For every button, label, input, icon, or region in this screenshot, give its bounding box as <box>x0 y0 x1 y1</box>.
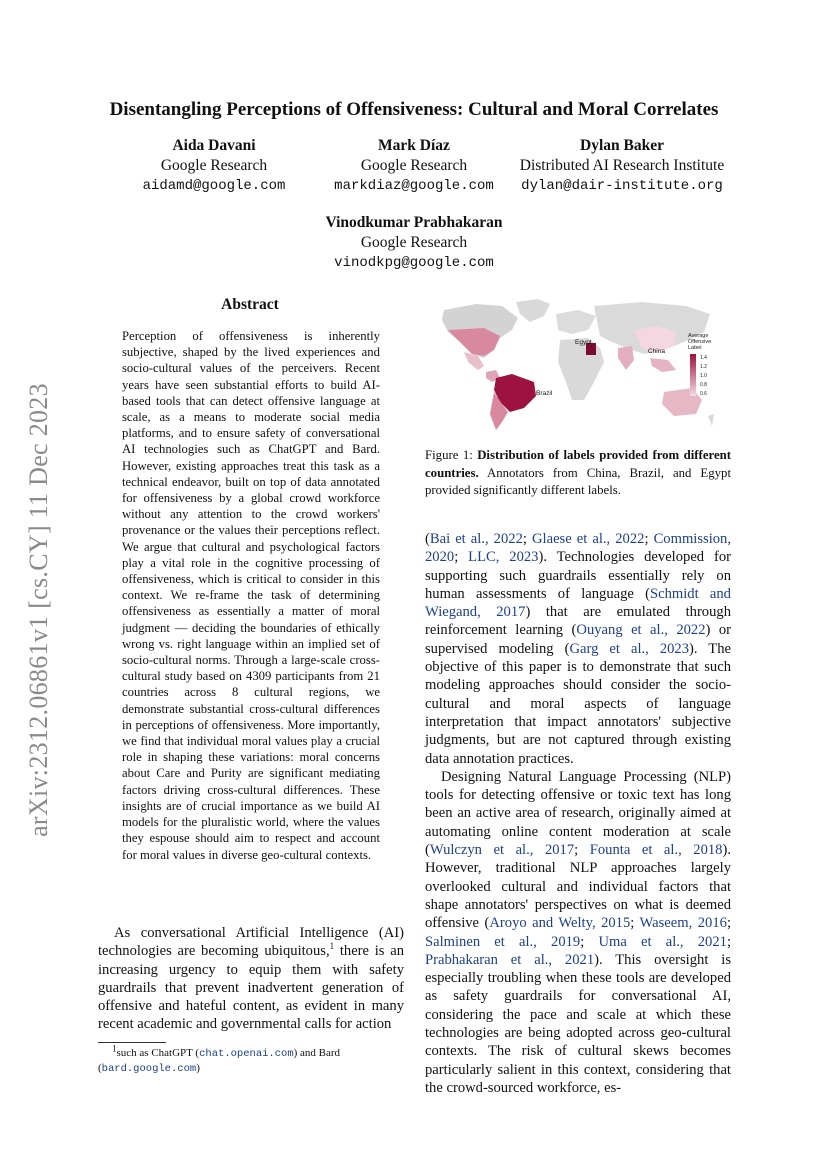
author-affiliation: Google Research <box>160 157 268 174</box>
body-text: ) or supervised modeling ( <box>425 622 731 657</box>
citation-link[interactable]: Wulczyn et al., 2017 <box>429 842 575 859</box>
author-affiliation: Google Research <box>360 234 468 251</box>
legend-tick: 0.6 <box>700 391 707 397</box>
right-paragraph: (Bai et al., 2022; Glaese et al., 2022; Commission, 2020; LLC, 2023). Technologies developed for supporting such guardrails essentially rely on human assessments of language (Schmidt and Wiegand, 2017) that are emulated through reinforcement learning (Ouyang et al., 2022) or supervised modeling (Garg et al., 2023). The objective of this paper is to demonstrate that such modeling approaches should consider the socio-cultural and moral aspects of language interpretation that impact annotators' subjective judgments, but are not captured through existing data annotation practices. <box>425 531 732 767</box>
bard-link[interactable]: bard.google.com <box>101 1063 197 1075</box>
right-column <box>425 530 731 1097</box>
footnote-rule <box>98 1042 166 1043</box>
body-text: ). Technologies developed for supporting such guardrails essentially rely on human assessments of language ( <box>425 549 732 602</box>
world-choropleth-map <box>438 296 718 432</box>
footnote-marker: 1 <box>329 941 335 952</box>
citation-link[interactable]: Schmidt and Wiegand, 2017 <box>425 585 731 621</box>
author-name: Aida Davani <box>172 137 256 154</box>
citation-link[interactable]: Bai et al., 2022 <box>429 531 523 547</box>
body-text: ). The objective of this paper is to demonstrate that such modeling approaches should consider the socio-cultural and moral aspects of language interpretation that impact annotators' subjective judgments, but are not captured through existing data annotation practices. <box>425 640 731 767</box>
author-name: Mark Díaz <box>378 137 450 154</box>
india-shape <box>618 346 634 370</box>
body-text: ). However, traditional NLP approaches largely overlooked cultural and individual factors that shape annotators' perspectives on what is deemed offensive ( <box>425 842 731 932</box>
figure-caption <box>425 447 731 500</box>
intro-paragraph <box>98 924 404 1034</box>
author-block <box>264 213 564 273</box>
arxiv-identifier <box>22 360 56 860</box>
footnote-number: 1 <box>112 1043 117 1054</box>
legend-tick: 1.0 <box>700 373 707 379</box>
europe-shape <box>556 310 596 334</box>
arxiv-identifier-text: arXiv:2312.06861v1 [cs.CY] 11 Dec 2023 <box>24 383 53 837</box>
map-label: Brazil <box>536 390 553 397</box>
intro-text: there is an increasing urgency to equip them with safety guardrails that prevent inadvertent generation of offensive and hateful content, as evident in many recent academic and governmental calls for action <box>98 943 404 1033</box>
citation-link[interactable]: Glaese et al., 2022 <box>532 531 645 547</box>
footnote <box>98 1043 406 1076</box>
author-name: Dylan Baker <box>580 137 664 154</box>
legend-tick: 0.8 <box>700 382 707 388</box>
figure-map <box>438 296 718 432</box>
footnote-text: ) and Bard ( <box>98 1047 341 1074</box>
author-email: dylan@dair-institute.org <box>521 178 723 194</box>
citation-link[interactable]: Salminen et al., 2019 <box>425 933 581 950</box>
author-affiliation: Google Research <box>360 157 468 174</box>
citation-link[interactable]: Waseem, 2016 <box>639 915 727 932</box>
right-paragraph: Designing Natural Language Processing (NLP) tools for detecting offensive or toxic text has long been an active area of research, originally aimed at automating online content moderation at scale (Wulczyn et al., 2017; Founta et al., 2018). However, traditional NLP approaches largely overlooked cultural and individual factors that shape annotators' perspectives on what is deemed offensive (Aroyo and Welty, 2015; Waseem, 2016; Salminen et al., 2019; Uma et al., 2021; Prabhakaran et al., 2021). This oversight is especially troubling when these tools are developed as safety guardrails for conversational AI, considering the pace and scale at which these technologies are being adopted across geo-cultural contexts. The risk of cultural skews becomes particularly salient in this context, considering that the crowd-sourced workforce, es- <box>425 768 732 1096</box>
author-name: Vinodkumar Prabhakaran <box>325 214 503 231</box>
citation-link[interactable]: Garg et al., 2023 <box>569 640 690 657</box>
author-affiliation: Distributed AI Research Institute <box>519 157 725 174</box>
abstract-text: Perception of offensiveness is inherently subjective, shaped by the lived experiences and socio-cultural values of the perceivers. Recent years have seen substantial efforts to build AI-based tools that can detect offensive language at scale, as a means to moderate social media platforms, and to ensure safety of conversational AI technologies such as ChatGPT and Bard. However, existing approaches treat this task as a technical endeavor, built on top of data annotated for offensiveness by a global crowd workforce without any attention to the crowd workers' provenance or the values their perceptions reflect. We argue that cultural and psychological factors play a vital role in the cognitive processing of offensiveness, which is critical to consider in this context. We re-frame the task of determining offensiveness as essentially a matter of moral judgment — deciding the boundaries of ethically wrong vs. right language within an implied set of socio-cultural norms. Through a large-scale cross-cultural study based on 4309 participants from 21 countries across 8 cultural regions, we demonstrate substantial cross-cultural differences in perceptions of offensiveness. More importantly, we find that individual moral values play a crucial role in shaping these variations: moral concerns about Care and Purity are significant mediating factors driving cross-cultural differences. These insights are of crucial importance as we build AI models for the pluralistic world, where the values they espouse should aim to respect and account for moral values in diverse geo-cultural contexts. <box>122 329 380 862</box>
body-text: ). This oversight is especially troubling when these tools are developed as safety guardrails for conversational AI, considering the pace and scale at which these technologies are being adopted across geo-cultural contexts. The risk of cultural skews becomes particularly salient in this context, considering that the crowd-sourced workforce, es- <box>425 951 731 1096</box>
author-block <box>314 136 514 196</box>
citation-link[interactable]: Founta et al., 2018 <box>589 842 723 859</box>
citation-link[interactable]: LLC, 2023 <box>468 549 539 566</box>
map-label: China <box>648 348 665 355</box>
legend-colorbar <box>690 354 696 396</box>
usa-shape <box>448 328 500 356</box>
body-text: ) that are emulated through reinforcement learning ( <box>425 604 731 639</box>
legend-title: Label <box>688 345 702 351</box>
chatgpt-link[interactable]: chat.openai.com <box>199 1048 294 1060</box>
footnote-text: ) <box>196 1062 200 1074</box>
author-block <box>114 136 314 196</box>
greenland-shape <box>516 299 550 322</box>
legend-title: Offensive <box>688 339 712 345</box>
legend-tick: 1.4 <box>700 355 707 361</box>
paper-title: Disentangling Perceptions of Offensiveness: Cultural and Moral Correlates <box>109 99 719 120</box>
author-email: markdiaz@google.com <box>334 178 494 194</box>
map-label: Egypt <box>575 339 592 346</box>
body-text: Designing Natural Language Processing (NLP) tools for detecting offensive or toxic text has long been an active area of research, originally aimed at automating online content moderation at scale ( <box>425 768 731 859</box>
intro-column <box>98 924 404 1034</box>
caption-label: Figure 1: <box>425 448 478 462</box>
southeast-asia-shape <box>650 358 676 372</box>
citation-link[interactable]: Ouyang et al., 2022 <box>576 622 706 639</box>
intro-text: As conversational Artificial Intelligence (AI) technologies are becoming ubiquitous, <box>98 925 404 960</box>
author-email: aidamd@google.com <box>142 178 286 194</box>
caption-text: Annotators from China, Brazil, and Egypt provided significantly different labels. <box>425 465 731 498</box>
footnote-text: such as ChatGPT ( <box>116 1047 200 1059</box>
legend-title: Average <box>688 333 709 339</box>
legend-tick: 1.2 <box>700 364 707 370</box>
author-email: vinodkpg@google.com <box>334 255 494 271</box>
author-block <box>504 136 740 196</box>
citation-link[interactable]: Commission, 2020 <box>425 531 732 566</box>
citation-link[interactable]: Uma et al., 2021 <box>598 933 727 950</box>
citation-link[interactable]: Aroyo and Welty, 2015 <box>489 915 631 932</box>
africa-shape <box>558 338 604 400</box>
citation-link[interactable]: Prabhakaran et al., 2021 <box>425 951 595 968</box>
abstract-heading: Abstract <box>221 296 279 313</box>
caption-bold: Distribution of labels provided from different countries. <box>425 448 732 480</box>
new-zealand-shape <box>708 414 714 426</box>
